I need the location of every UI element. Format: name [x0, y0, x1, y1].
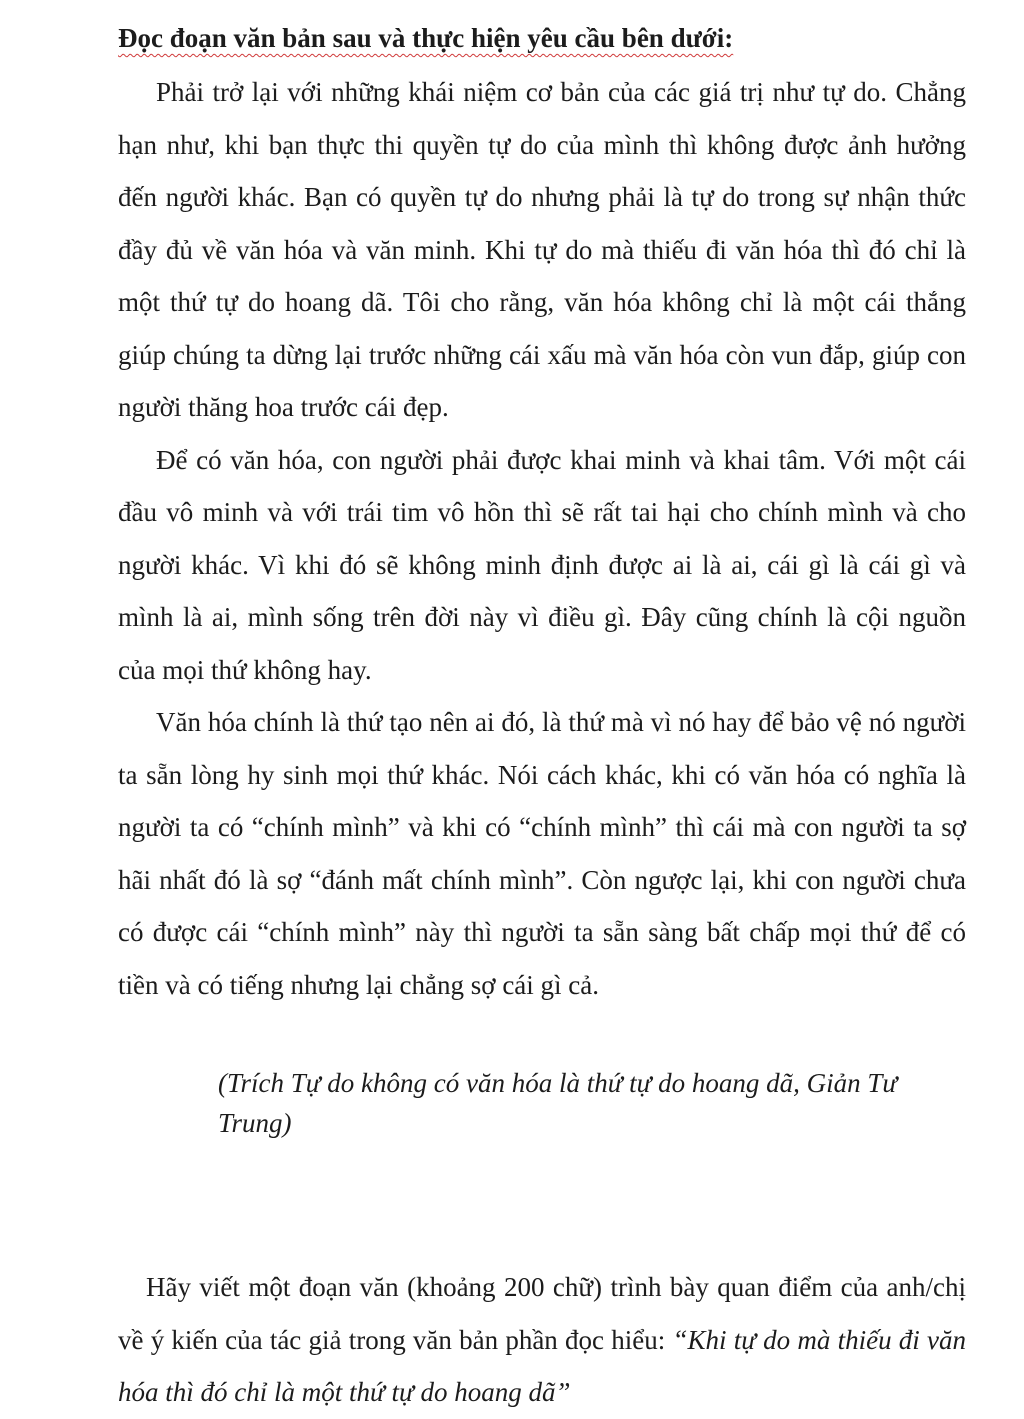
passage-paragraph-3: Văn hóa chính là thứ tạo nên ai đó, là thứ mà vì nó hay để bảo vệ nó người ta sẵn lòng hy sinh mọi thứ khác. Nói cách khác, khi có văn hóa có nghĩa là người ta có “chính mình” và khi có “chính mình” thì cái mà con người ta sợ hãi nhất đó là sợ “đánh mất chính mình”. Còn ngược lại, khi con người chưa có được cái “chính mình” này thì người ta sẵn sàng bất chấp mọi thứ để có tiền và có tiếng nhưng lại chẳng sợ cái gì cả. — [118, 707, 966, 1000]
writing-prompt — [118, 1261, 966, 1419]
passage-paragraph-2: Để có văn hóa, con người phải được khai minh và khai tâm. Với một cái đầu vô minh và với trái tim vô hồn thì sẽ rất tai hại cho chính mình và cho người khác. Vì khi đó sẽ không minh định được ai là ai, cái gì là cái gì và mình là ai, mình sống trên đời này vì điều gì. Đây cũng chính là cội nguồn của mọi thứ không hay. — [118, 444, 966, 685]
instruction-heading: Đọc đoạn văn bản sau và thực hiện yêu cầu bên dưới: — [118, 23, 734, 53]
source-citation: (Trích Tự do không có văn hóa là thứ tự do hoang dã, Giản Tư Trung) — [218, 1068, 898, 1138]
passage-paragraph-1: Phải trở lại với những khái niệm cơ bản của các giá trị như tự do. Chẳng hạn như, khi bạn thực thi quyền tự do của mình thì không được ảnh hưởng đến người khác. Bạn có quyền tự do nhưng phải là tự do trong sự nhận thức đầy đủ về văn hóa và văn minh. Khi tự do mà thiếu đi văn hóa thì đó chỉ là một thứ tự do hoang dã. Tôi cho rằng, văn hóa không chỉ là một cái thắng giúp chúng ta dừng lại trước những cái xấu mà văn hóa còn vun đắp, giúp con người thăng hoa trước cái đẹp. — [118, 77, 966, 422]
writing-prompt-text: Hãy viết một đoạn văn (khoảng 200 chữ) trình bày quan điểm của anh/chị về ý kiến của tác giả trong văn bản phần đọc hiểu: — [118, 1272, 966, 1355]
writing-prompt-quote: “Khi tự do mà thiếu đi văn hóa thì đó chỉ là một thứ tự do hoang dã” — [118, 1324, 966, 1407]
